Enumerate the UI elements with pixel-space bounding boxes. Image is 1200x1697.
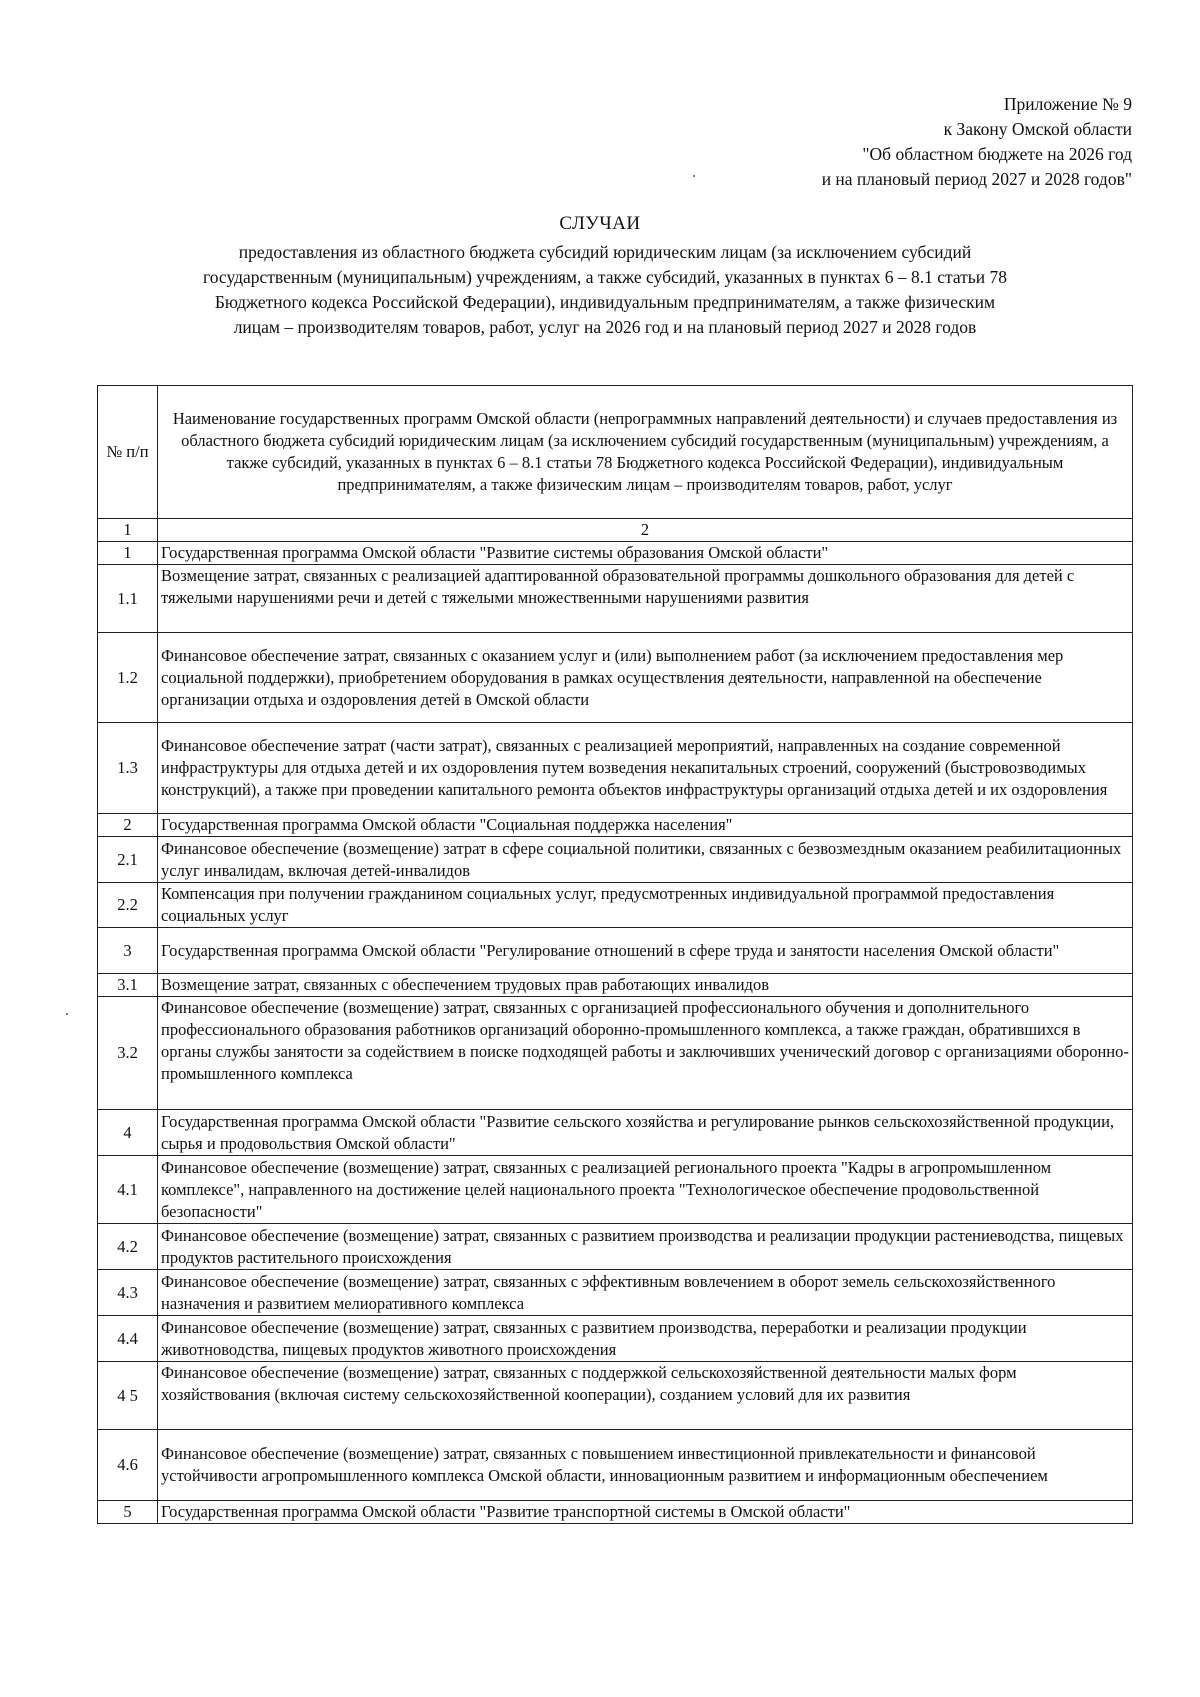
- row-number: 4: [98, 1110, 158, 1156]
- row-text: Финансовое обеспечение (возмещение) затрат, связанных с развитием производства, переработки и реализации продукции животноводства, пищевых продуктов животного происхождения: [158, 1316, 1133, 1362]
- table-row: [98, 1430, 1133, 1501]
- annex-line: Приложение № 9: [1003, 94, 1132, 114]
- document-title: СЛУЧАИ: [559, 213, 641, 234]
- row-number: 3.2: [98, 997, 158, 1110]
- document-subtitle: предоставления из областного бюджета субсидий юридическим лицам (за исключением субсидий государственным (муниципальным) учреждениям, а также субсидий, указанных в пунктах 6 – 8.1 статьи 78 Бюджетного кодекса Российской Федерации), индивидуальным предпринимателям, а также физическим лицам – производителям товаров, работ, услуг на 2026 год и на плановый период 2027 и 2028 годов: [202, 242, 1008, 337]
- row-number: 2.1: [98, 837, 158, 883]
- row-number: 1.2: [98, 633, 158, 723]
- row-text: Возмещение затрат, связанных с обеспечением трудовых прав работающих инвалидов: [158, 974, 1133, 997]
- row-number: 4.2: [98, 1224, 158, 1270]
- table-row: [98, 1270, 1133, 1316]
- row-number: 4.6: [98, 1430, 158, 1501]
- header-name: Наименование государственных программ Омской области (непрограммных направлений деятельности) и случаев предоставления из областного бюджета субсидий юридическим лицам (за исключением субсидий государственным (муниципальным) учреждениям, а также субсидий, указанных в пунктах 6 – 8.1 статьи 78 Бюджетного кодекса Российской Федерации), индивидуальным предпринимателям, а также физическим лицам – производителям товаров, работ, услуг: [158, 386, 1133, 519]
- table-row: [98, 542, 1133, 565]
- row-number: 5: [98, 1501, 158, 1524]
- table-row: [98, 1316, 1133, 1362]
- row-text: Финансовое обеспечение (возмещение) затрат, связанных с организацией профессионального обучения и дополнительного профессионального образования работников организаций оборонно-промышленного комплекса, а также граждан, обратившихся в органы службы занятости за содействием в поиске подходящей работы и заключивших ученический договор с организациями оборонно-промышленного комплекса: [158, 997, 1133, 1110]
- header-num: № п/п: [98, 386, 158, 519]
- table-row: [98, 928, 1133, 974]
- row-number: 4 5: [98, 1362, 158, 1430]
- annex-block: [822, 92, 1132, 192]
- table-header-row: [98, 386, 1133, 519]
- table-row: [98, 1501, 1133, 1524]
- table-row: [98, 1362, 1133, 1430]
- annex-line: и на плановый период 2027 и 2028 годов": [821, 169, 1132, 189]
- row-text: Финансовое обеспечение (возмещение) затрат в сфере социальной политики, связанных с безвозмездным оказанием реабилитационных услуг инвалидам, включая детей-инвалидов: [158, 837, 1133, 883]
- row-text: Финансовое обеспечение (возмещение) затрат, связанных с эффективным вовлечением в оборот земель сельскохозяйственного назначения и развитием мелиоративного комплекса: [158, 1270, 1133, 1316]
- cases-table: [97, 385, 1133, 1524]
- row-text: Финансовое обеспечение затрат (части затрат), связанных с реализацией мероприятий, направленных на создание современной инфраструктуры для отдыха детей и их оздоровления путем возведения некапитальных строений, сооружений (быстровозводимых конструкций), а также при проведении капитального ремонта объектов инфраструктуры организаций отдыха детей и их оздоровления: [158, 723, 1133, 814]
- table-row: [98, 1110, 1133, 1156]
- table-row: [98, 633, 1133, 723]
- row-text: Государственная программа Омской области "Развитие системы образования Омской области": [158, 542, 1133, 565]
- row-text: Возмещение затрат, связанных с реализацией адаптированной образовательной программы дошкольного образования для детей с тяжелыми нарушениями речи и детей с тяжелыми множественными нарушениями развития: [158, 565, 1133, 633]
- row-text: Финансовое обеспечение (возмещение) затрат, связанных с повышением инвестиционной привлекательности и финансовой устойчивости агропромышленного комплекса Омской области, инновационным развитием и информационным обеспечением: [158, 1430, 1133, 1501]
- row-text: Компенсация при получении гражданином социальных услуг, предусмотренных индивидуальной программой предоставления социальных услуг: [158, 883, 1133, 928]
- table-row: [98, 837, 1133, 883]
- row-text: Государственная программа Омской области "Развитие транспортной системы в Омской области": [158, 1501, 1133, 1524]
- row-number: 1.1: [98, 565, 158, 633]
- table-row: [98, 1156, 1133, 1224]
- table-row: [98, 814, 1133, 837]
- row-number: 4.3: [98, 1270, 158, 1316]
- scan-speck: [66, 1013, 68, 1015]
- row-number: 2.2: [98, 883, 158, 928]
- row-number: 4.4: [98, 1316, 158, 1362]
- scan-speck: [693, 175, 695, 177]
- annex-line: "Об областном бюджете на 2026 год: [862, 144, 1132, 164]
- row-number: 1.3: [98, 723, 158, 814]
- row-number: 4.1: [98, 1156, 158, 1224]
- annex-line: к Закону Омской области: [943, 119, 1132, 139]
- column-number-row: [98, 519, 1133, 542]
- row-text: Государственная программа Омской области "Развитие сельского хозяйства и регулирование рынков сельскохозяйственной продукции, сырья и продовольствия Омской области": [158, 1110, 1133, 1156]
- table-row: [98, 565, 1133, 633]
- row-number: 1: [98, 542, 158, 565]
- table-row: [98, 883, 1133, 928]
- row-text: Финансовое обеспечение (возмещение) затрат, связанных с поддержкой сельскохозяйственной деятельности малых форм хозяйствования (включая систему сельскохозяйственной кооперации), созданием условий для их развития: [158, 1362, 1133, 1430]
- table-row: [98, 723, 1133, 814]
- column-number: 2: [158, 519, 1133, 542]
- row-text: Государственная программа Омской области "Социальная поддержка населения": [158, 814, 1133, 837]
- row-number: 2: [98, 814, 158, 837]
- row-number: 3.1: [98, 974, 158, 997]
- row-number: 3: [98, 928, 158, 974]
- table-row: [98, 1224, 1133, 1270]
- table-row: [98, 997, 1133, 1110]
- row-text: Финансовое обеспечение затрат, связанных с оказанием услуг и (или) выполнением работ (за исключением предоставления мер социальной поддержки), приобретением оборудования в рамках осуществления деятельности, направленной на обеспечение организации отдыха и оздоровления детей в Омской области: [158, 633, 1133, 723]
- row-text: Финансовое обеспечение (возмещение) затрат, связанных с развитием производства и реализации продукции растениеводства, пищевых продуктов растительного происхождения: [158, 1224, 1133, 1270]
- row-text: Государственная программа Омской области "Регулирование отношений в сфере труда и занятости населения Омской области": [158, 928, 1133, 974]
- column-number: 1: [98, 519, 158, 542]
- table-row: [98, 974, 1133, 997]
- row-text: Финансовое обеспечение (возмещение) затрат, связанных с реализацией регионального проекта "Кадры в агропромышленном комплексе", направленного на достижение целей национального проекта "Технологическое обеспечение продовольственной безопасности": [158, 1156, 1133, 1224]
